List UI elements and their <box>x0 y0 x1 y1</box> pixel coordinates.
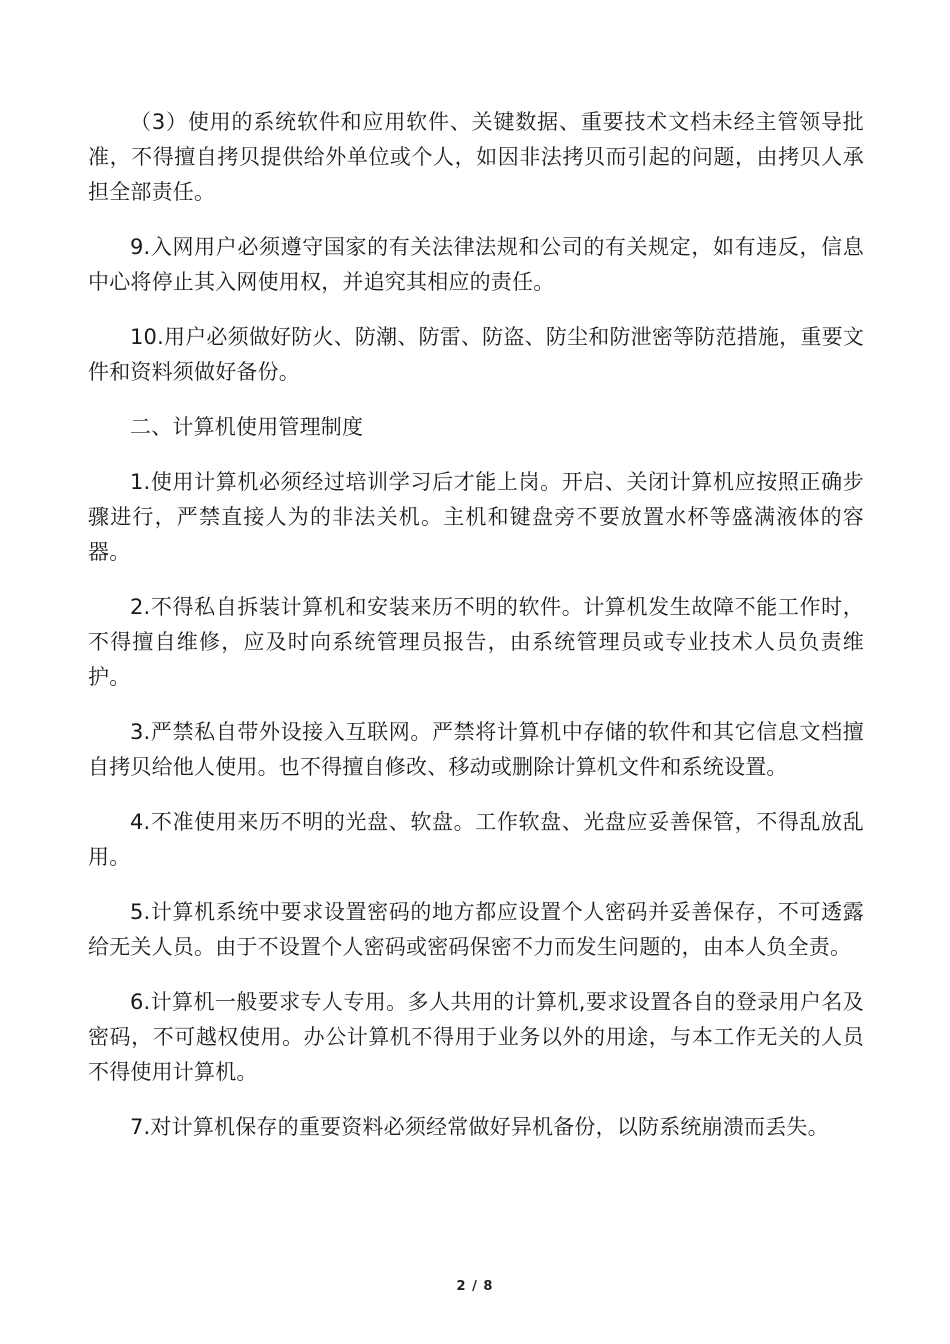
paragraph-usage-rule-6: 6.计算机一般要求专人专用。多人共用的计算机,要求设置各自的登录用户名及密码，不可越权使用。办公计算机不得用于业务以外的用途，与本工作无关的人员不得使用计算机。 <box>88 990 864 1084</box>
paragraph-rule-9-network-users: 9.入网用户必须遵守国家的有关法律法规和公司的有关规定，如有违反，信息中心将停止其入网使用权，并追究其相应的责任。 <box>88 235 864 294</box>
paragraph-usage-rule-7: 7.对计算机保存的重要资料必须经常做好异机备份，以防系统崩溃而丢失。 <box>130 1115 829 1139</box>
section-heading-computer-usage: 二、计算机使用管理制度 <box>130 415 364 439</box>
paragraph-usage-rule-5: 5.计算机系统中要求设置密码的地方都应设置个人密码并妥善保存，不可透露给无关人员。由于不设置个人密码或密码保密不力而发生问题的，由本人负全责。 <box>88 900 864 959</box>
paragraph-rule-10-protection: 10.用户必须做好防火、防潮、防雷、防盗、防尘和防泄密等防范措施，重要文件和资料须做好备份。 <box>88 325 864 384</box>
paragraph-usage-rule-1: 1.使用计算机必须经过培训学习后才能上岗。开启、关闭计算机应按照正确步骤进行，严禁直接人为的非法关机。主机和键盘旁不要放置水杯等盛满液体的容器。 <box>88 470 864 564</box>
paragraph-usage-rule-2: 2.不得私自拆装计算机和安装来历不明的软件。计算机发生故障不能工作时，不得擅自维修，应及时向系统管理员报告，由系统管理员或专业技术人员负责维护。 <box>88 595 864 689</box>
paragraph-usage-rule-3: 3.严禁私自带外设接入互联网。严禁将计算机中存储的软件和其它信息文档擅自拷贝给他人使用。也不得擅自修改、移动或删除计算机文件和系统设置。 <box>88 720 864 779</box>
page-number-footer: 2 / 8 <box>456 1279 494 1294</box>
document-body <box>88 105 864 1165</box>
paragraph-usage-rule-4: 4.不准使用来历不明的光盘、软盘。工作软盘、光盘应妥善保管，不得乱放乱用。 <box>88 810 864 869</box>
paragraph-item-3-copy-policy: （3）使用的系统软件和应用软件、关键数据、重要技术文档未经主管领导批准，不得擅自拷贝提供给外单位或个人，如因非法拷贝而引起的问题，由拷贝人承担全部责任。 <box>88 110 864 204</box>
